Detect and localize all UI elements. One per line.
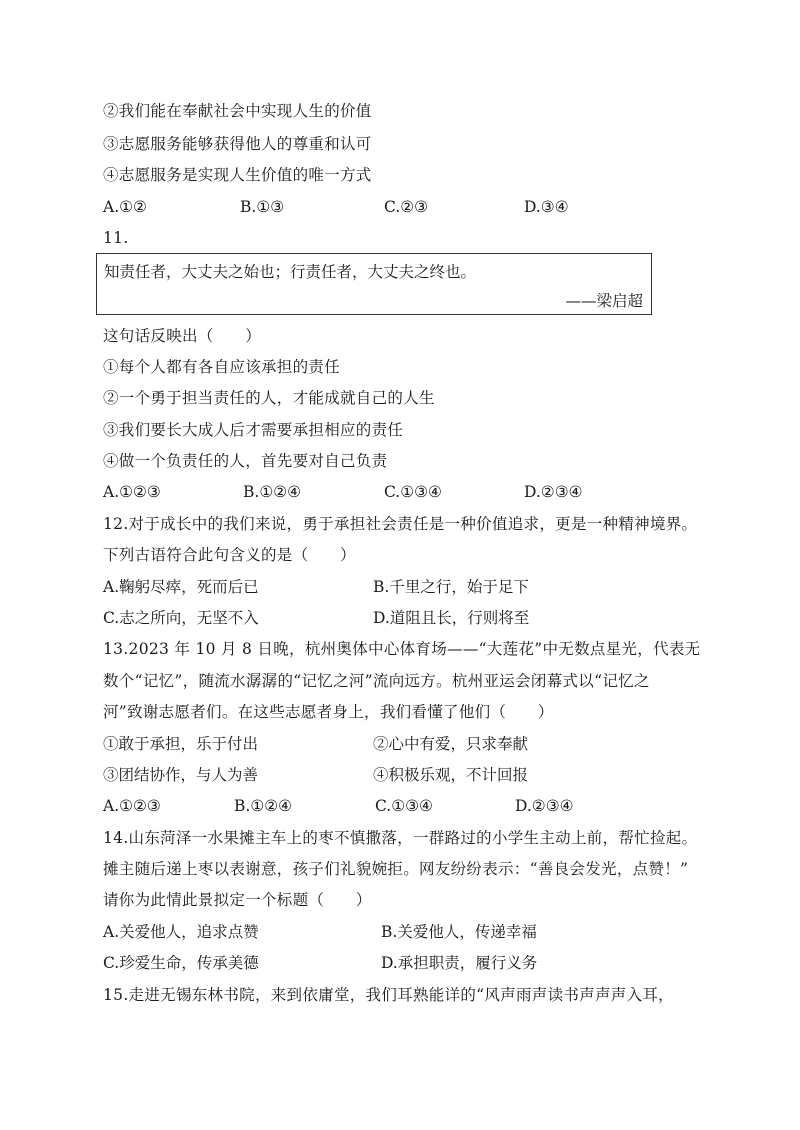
q10-item-4: ④志愿服务是实现人生价值的唯一方式 xyxy=(103,166,372,184)
q11-item-2: ②一个勇于担当责任的人，才能成就自己的人生 xyxy=(103,389,435,407)
q10-option-d: D.③④ xyxy=(524,198,569,216)
q14-option-b: B.关爱他人，传递幸福 xyxy=(381,923,537,941)
q13-item-3: ③团结协作，与人为善 xyxy=(103,766,259,784)
q10-option-c: C.②③ xyxy=(384,198,429,216)
q13-option-a: A.①②③ xyxy=(103,797,161,815)
q13-option-b: B.①②④ xyxy=(234,797,293,815)
q14-stem-line-3: 请你为此情此景拟定一个标题（ ） xyxy=(103,891,372,909)
q13-stem-line-3: 河”致谢志愿者们。在这些志愿者身上，我们看懂了他们（ ） xyxy=(103,703,554,721)
q11-option-d: D.②③④ xyxy=(524,483,583,501)
q11-option-b: B.①②④ xyxy=(243,483,302,501)
q13-item-2: ②心中有爱，只求奉献 xyxy=(373,735,529,753)
q11-option-c: C.①③④ xyxy=(384,483,442,501)
q13-stem-line-2: 数个“记忆”，随流水潺潺的“记忆之河”流向远方。杭州亚运会闭幕式以“记忆之 xyxy=(103,672,650,690)
q12-option-a: A.鞠躬尽瘁，死而后已 xyxy=(103,578,259,596)
q11-quote-box xyxy=(96,253,652,315)
q13-item-4: ④积极乐观，不计回报 xyxy=(373,766,529,784)
q14-stem-line-1: 14.山东菏泽一水果摊主车上的枣不慎撒落，一群路过的小学生主动上前，帮忙捡起。 xyxy=(103,829,698,847)
q11-option-a: A.①②③ xyxy=(103,483,161,501)
q13-item-1: ①敢于承担，乐于付出 xyxy=(103,735,259,753)
q13-option-d: D.②③④ xyxy=(515,797,574,815)
q12-option-c: C.志之所向，无坚不入 xyxy=(103,609,259,627)
q11-stem: 这句话反映出（ ） xyxy=(103,327,262,345)
q13-stem-line-1: 13.2023 年 10 月 8 日晚，杭州奥体中心体育场——“大莲花”中无数点星光，代表无 xyxy=(103,640,701,658)
q11-number: 11. xyxy=(103,229,129,247)
q11-item-4: ④做一个负责任的人，首先要对自己负责 xyxy=(103,452,388,470)
q14-option-d: D.承担职责，履行义务 xyxy=(381,954,538,972)
q13-option-c: C.①③④ xyxy=(375,797,433,815)
q10-option-a: A.①② xyxy=(103,198,147,216)
q10-item-2: ②我们能在奉献社会中实现人生的价值 xyxy=(103,102,372,120)
q15-stem-line-1: 15.走进无锡东林书院，来到依庸堂，我们耳熟能详的“风声雨声读书声声声入耳， xyxy=(103,986,674,1004)
q14-option-c: C.珍爱生命，传承美德 xyxy=(103,954,259,972)
q10-option-b: B.①③ xyxy=(240,198,285,216)
q11-quote-text: 知责任者，大丈夫之始也；行责任者，大丈夫之终也。 xyxy=(104,263,477,281)
q11-item-3: ③我们要长大成人后才需要承担相应的责任 xyxy=(103,421,404,439)
q12-option-d: D.道阻且长，行则将至 xyxy=(373,609,530,627)
q12-stem-line-2: 下列古语符合此句含义的是（ ） xyxy=(103,546,356,564)
q12-option-b: B.千里之行，始于足下 xyxy=(373,578,529,596)
q12-stem-line-1: 12.对于成长中的我们来说，勇于承担社会责任是一种价值追求，更是一种精神境界。 xyxy=(103,515,698,533)
q14-option-a: A.关爱他人，追求点赞 xyxy=(103,923,259,941)
q11-item-1: ①每个人都有各自应该承担的责任 xyxy=(103,358,341,376)
q11-quote-author: ——梁启超 xyxy=(565,292,643,310)
q14-stem-line-2: 摊主随后递上枣以表谢意，孩子们礼貌婉拒。网友纷纷表示：“善良会发光，点赞！” xyxy=(103,860,689,878)
q10-item-3: ③志愿服务能够获得他人的尊重和认可 xyxy=(103,135,372,153)
